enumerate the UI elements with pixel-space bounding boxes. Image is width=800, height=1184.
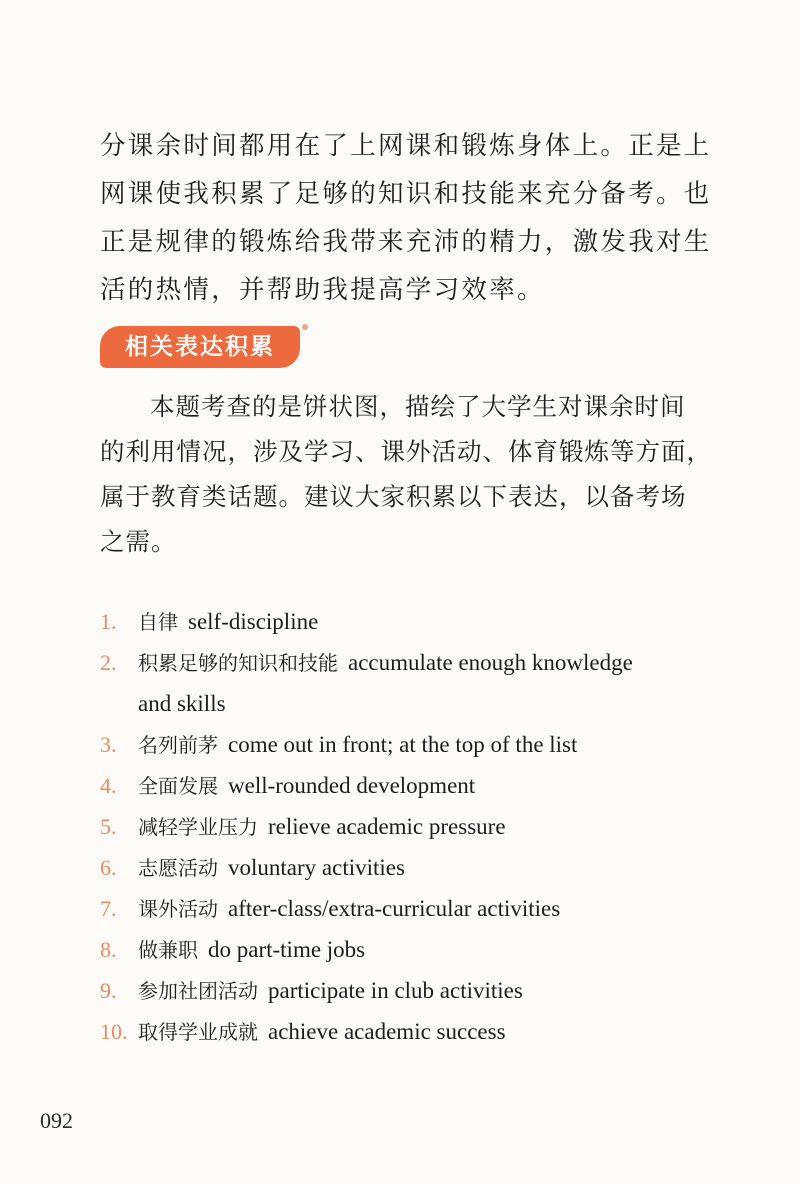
item-number: 5. (100, 814, 117, 839)
item-number: 10. (100, 1019, 128, 1044)
list-item (100, 848, 700, 889)
item-chinese: 参加社团活动 (138, 979, 258, 1003)
item-chinese: 自律 (138, 610, 178, 634)
decorative-dot (302, 324, 308, 330)
item-number: 4. (100, 773, 117, 798)
section-header (100, 326, 310, 368)
list-item (100, 971, 700, 1012)
list-item (100, 725, 700, 766)
intro-paragraph (100, 384, 712, 564)
item-english: do part-time jobs (208, 937, 366, 962)
item-english: well-rounded development (228, 773, 476, 798)
item-english: achieve academic success (268, 1019, 506, 1044)
essay-line: 网课使我积累了足够的知识和技能来充分备考。也 (100, 179, 712, 209)
item-english: voluntary activities (228, 855, 405, 880)
essay-line: 活的热情，并帮助我提高学习效率。 (100, 275, 545, 305)
intro-line: 属于教育类话题。建议大家积累以下表达，以备考场 (100, 482, 687, 511)
essay-line: 正是规律的锻炼给我带来充沛的精力，激发我对生 (100, 227, 712, 257)
item-chinese: 取得学业成就 (138, 1020, 258, 1044)
item-number: 2. (100, 650, 117, 675)
essay-paragraph (100, 122, 712, 314)
item-number: 3. (100, 732, 117, 757)
list-item (100, 1012, 700, 1053)
item-english: accumulate enough knowledge (348, 650, 633, 675)
intro-line: 的利用情况，涉及学习、课外活动、体育锻炼等方面， (100, 437, 712, 466)
item-number: 9. (100, 978, 117, 1003)
item-chinese: 课外活动 (138, 897, 218, 921)
item-english: come out in front; at the top of the list (228, 732, 578, 757)
item-chinese: 减轻学业压力 (138, 815, 258, 839)
essay-line: 分课余时间都用在了上网课和锻炼身体上。正是上 (100, 131, 712, 161)
item-chinese: 名列前茅 (138, 733, 218, 757)
list-item (100, 889, 700, 930)
item-number: 7. (100, 896, 117, 921)
item-number: 1. (100, 609, 117, 634)
intro-line: 之需。 (100, 527, 177, 556)
item-english: relieve academic pressure (268, 814, 506, 839)
item-chinese: 积累足够的知识和技能 (138, 651, 338, 675)
item-chinese: 做兼职 (138, 938, 198, 962)
vocabulary-list (100, 602, 700, 1053)
item-english-continued: and skills (138, 691, 226, 716)
list-item (100, 807, 700, 848)
item-chinese: 志愿活动 (138, 856, 218, 880)
intro-line: 本题考查的是饼状图，描绘了大学生对课余时间 (150, 392, 686, 421)
item-english: participate in club activities (268, 978, 523, 1003)
list-item (100, 930, 700, 971)
list-item (100, 643, 700, 725)
page-number: 092 (40, 1108, 73, 1133)
item-number: 6. (100, 855, 117, 880)
item-chinese: 全面发展 (138, 774, 218, 798)
item-english: self-discipline (188, 609, 319, 634)
item-english: after-class/extra-curricular activities (228, 896, 561, 921)
section-title: 相关表达积累 (100, 326, 300, 368)
list-item (100, 766, 700, 807)
list-item (100, 602, 700, 643)
item-number: 8. (100, 937, 117, 962)
